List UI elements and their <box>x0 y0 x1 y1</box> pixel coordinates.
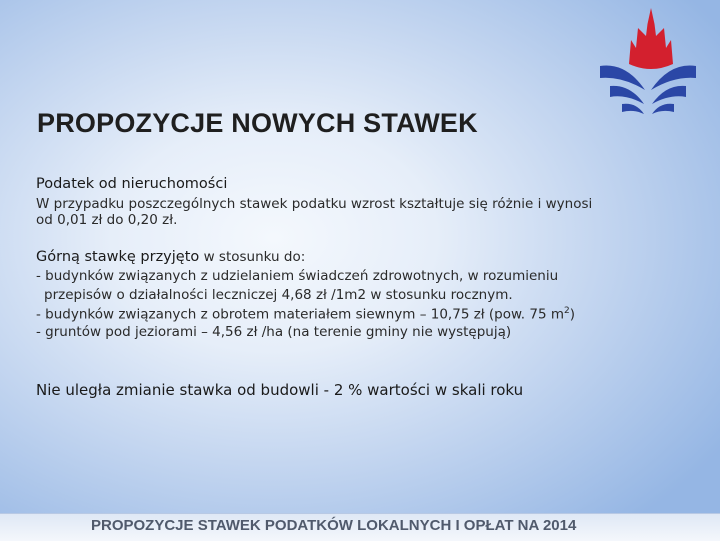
seed-buildings-text: - budynków związanych z obrotem materiałem siewnym – 10,75 zł (pow. 75 m <box>36 306 565 323</box>
property-tax-heading: Podatek od nieruchomości <box>36 176 228 192</box>
list-item-lake-land: - gruntów pod jeziorami – 4,56 zł /ha (na terenie gminy nie występują) <box>36 324 512 340</box>
list-item-health-buildings-cont: przepisów o działalności leczniczej 4,68 zł /1m2 w stosunku rocznym. <box>44 287 513 303</box>
list-item-health-buildings: - budynków związanych z udzielaniem świadczeń zdrowotnych, w rozumieniu <box>36 268 559 284</box>
intro-text-line-2: od 0,01 zł do 0,20 zł. <box>36 212 178 228</box>
intro-text-line-1: W przypadku poszczególnych stawek podatku wzrost kształtuje się różnie i wynosi <box>36 196 593 212</box>
slide-title: PROPOZYCJE NOWYCH STAWEK <box>37 108 478 138</box>
footer-title: PROPOZYCJE STAWEK PODATKÓW LOKALNYCH I OPŁAT NA 2014 <box>91 517 577 534</box>
list-item-seed-buildings <box>36 306 575 323</box>
seed-buildings-end: ) <box>569 306 576 323</box>
upper-rate-accent: Górną stawkę przyjęto <box>36 249 200 265</box>
municipal-emblem-icon <box>596 6 700 116</box>
upper-rate-heading <box>36 249 305 265</box>
closing-statement: Nie uległa zmianie stawka od budowli - 2 % wartości w skali roku <box>36 381 524 399</box>
superscript-2: 2 <box>564 306 570 316</box>
upper-rate-rest: w stosunku do: <box>199 249 306 265</box>
